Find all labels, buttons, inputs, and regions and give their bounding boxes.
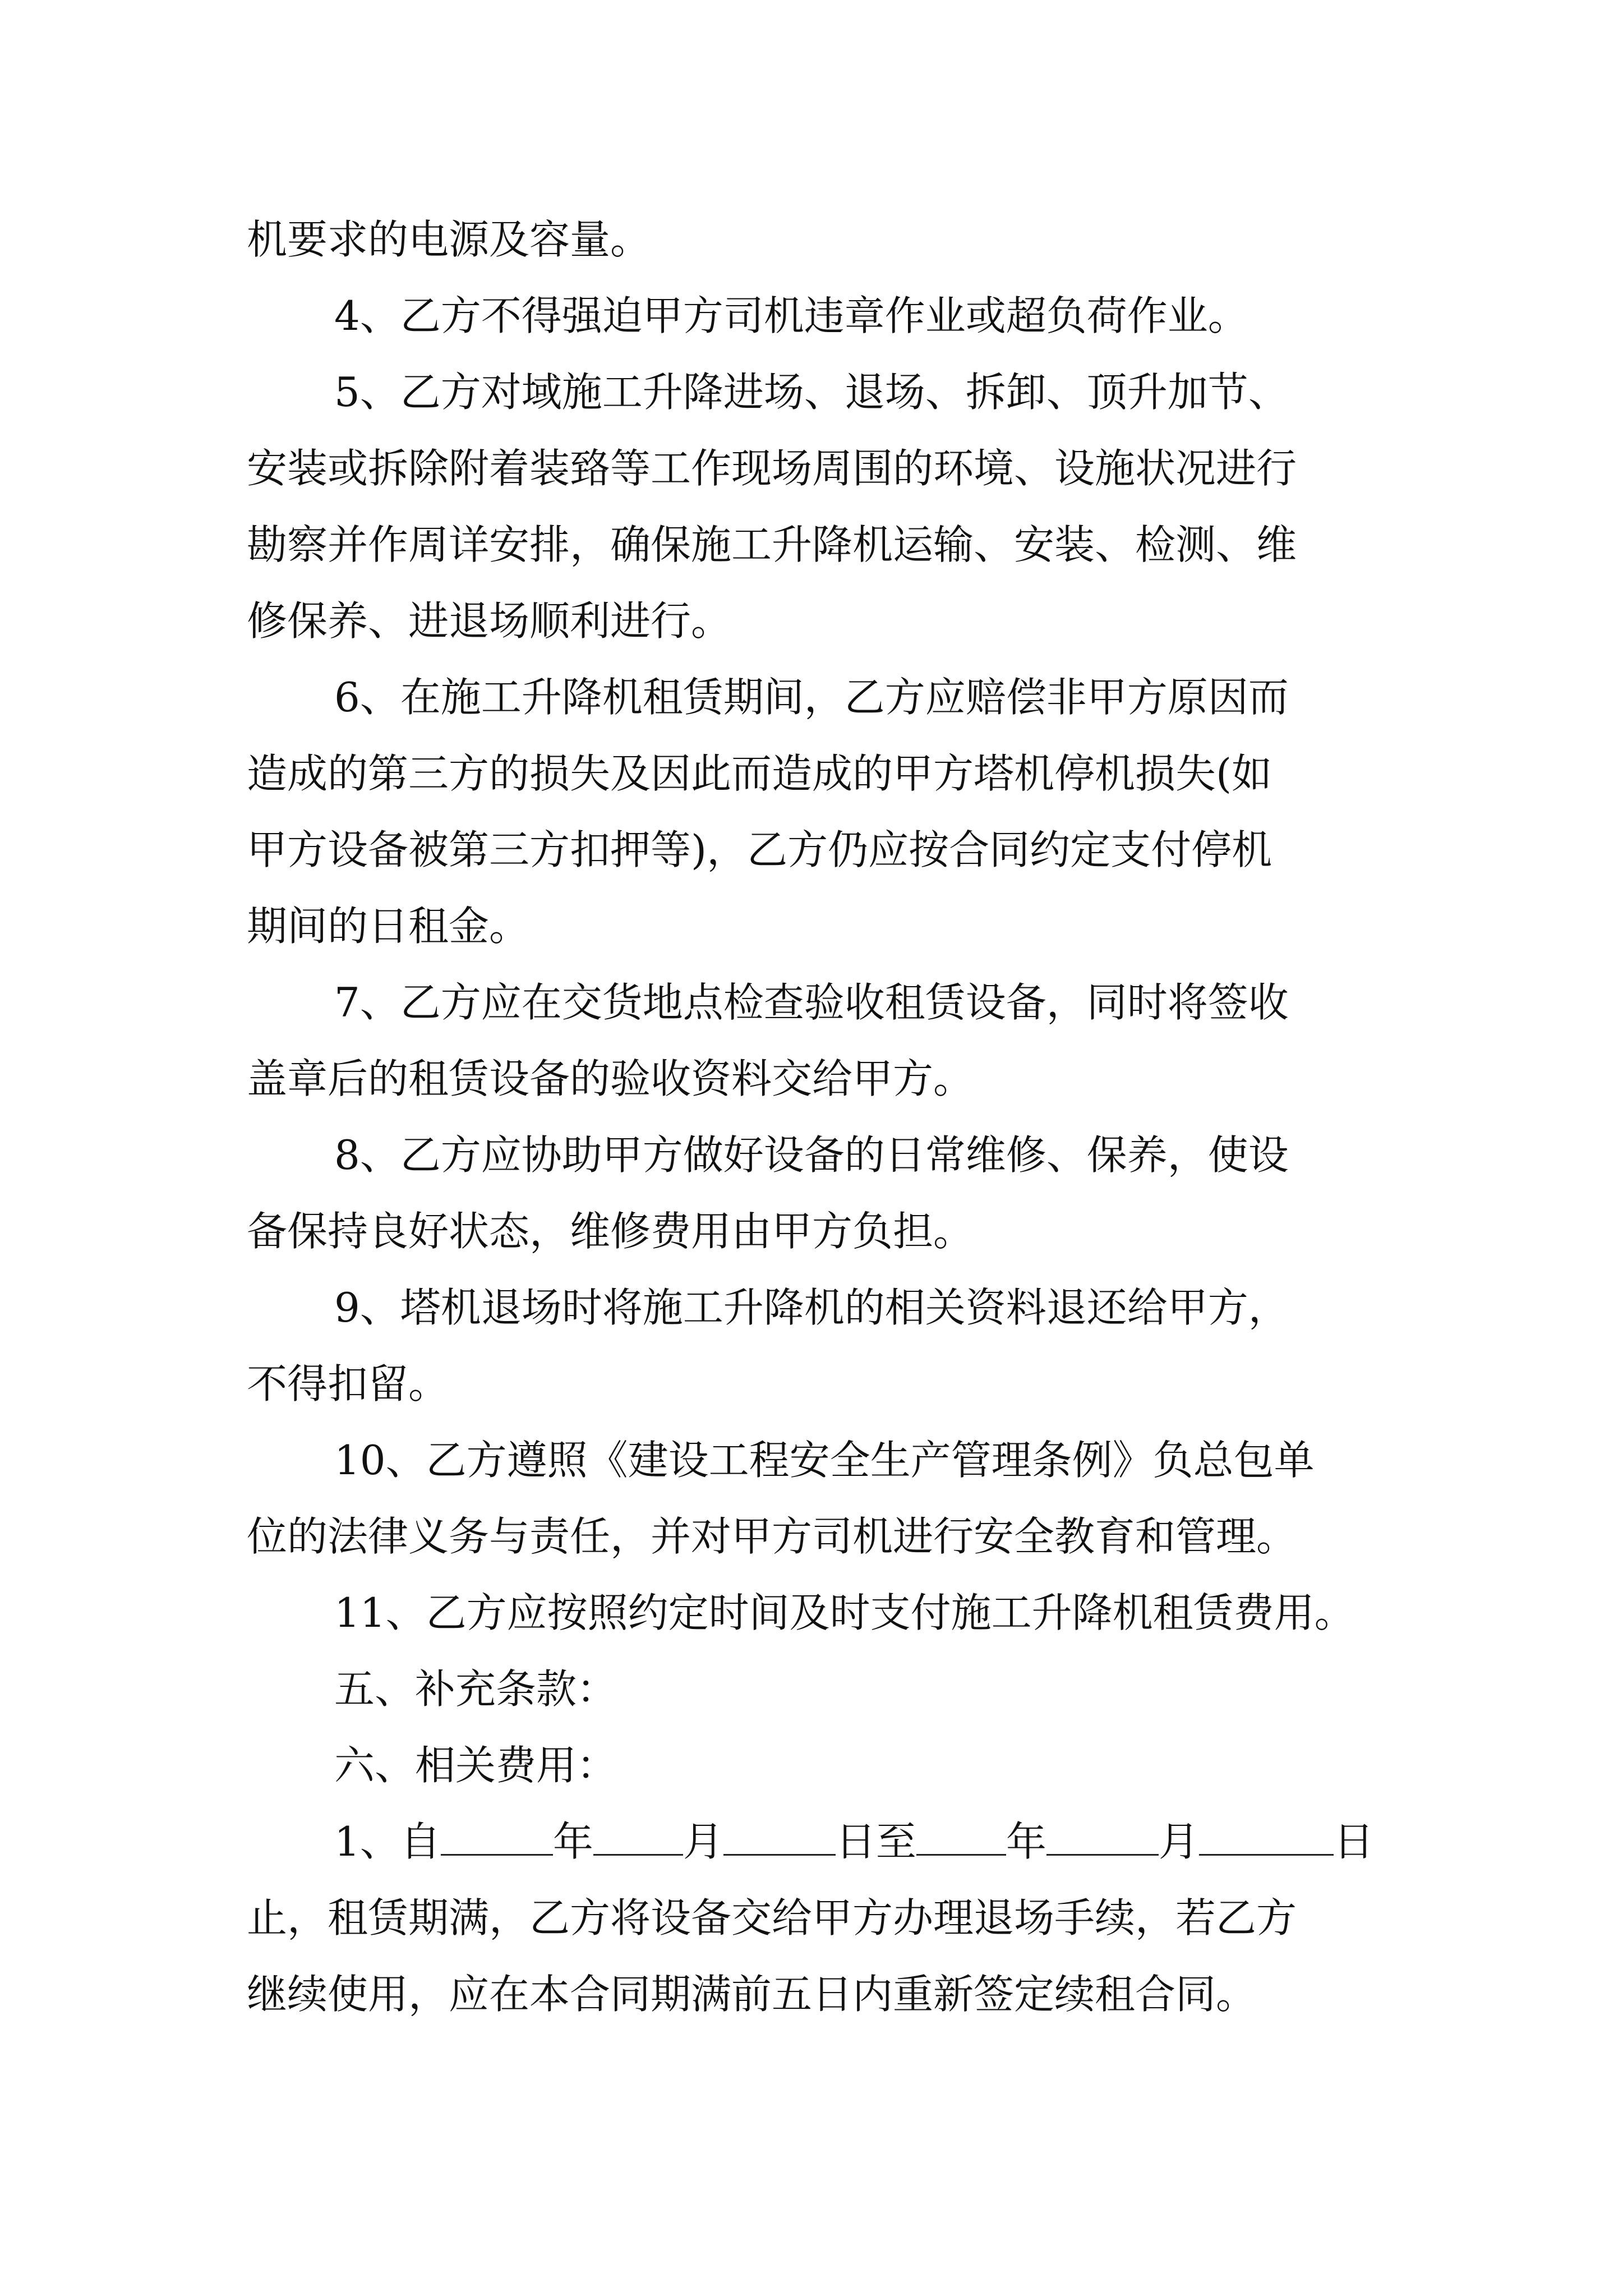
text-line: 不得扣留。 (247, 1360, 449, 1407)
text-line: 机要求的电源及容量。 (247, 216, 651, 263)
text-line: 盖章后的租赁设备的验收资料交给甲方。 (247, 1055, 974, 1102)
section-heading-6: 六、相关费用： (334, 1742, 617, 1789)
text-line: 继续使用，应在本合同期满前五日内重新签定续租合同。 (247, 1971, 1257, 2018)
clause-7: 7、乙方应在交货地点检查验收租赁设备，同时将签收 (334, 979, 1289, 1026)
text-line: 止，租赁期满，乙方将设备交给甲方办理退场手续，若乙方 (247, 1894, 1297, 1941)
text-line: 修保养、进退场顺利进行。 (247, 597, 732, 645)
text-line: 造成的第三方的损失及因此而造成的甲方塔机停机损失(如 (247, 750, 1272, 797)
text-line: 备保持良好状态，维修费用由甲方负担。 (247, 1208, 974, 1255)
month-label-1: 月 (683, 1818, 723, 1865)
text-line: 甲方设备被第三方扣押等)，乙方仍应按合同约定支付停机 (247, 826, 1272, 873)
clause-10: 10、乙方遵照《建设工程安全生产管理条例》负总包单 (334, 1437, 1315, 1484)
month-blank-2[interactable] (1046, 1820, 1159, 1856)
text-line: 勘察并作周详安排，确保施工升降机运输、安装、检测、维 (247, 521, 1297, 568)
clause-5: 5、乙方对域施工升降进场、退场、拆卸、顶升加节、 (334, 369, 1289, 416)
section-heading-5: 五、补充条款： (334, 1665, 617, 1713)
clause-4: 4、乙方不得强迫甲方司机违章作业或超负荷作业。 (334, 292, 1248, 339)
text-line: 期间的日租金。 (247, 903, 530, 950)
clause-8: 8、乙方应协助甲方做好设备的日常维修、保养，使设 (334, 1131, 1289, 1179)
clause-9: 9、塔机退场时将施工升降机的相关资料退还给甲方， (334, 1284, 1289, 1331)
clause-11: 11、乙方应按照约定时间及时支付施工升降机租赁费用。 (334, 1589, 1355, 1636)
month-label-2: 月 (1158, 1818, 1199, 1865)
day-label-2: 日 (1333, 1818, 1374, 1865)
date-prefix: 1、自 (334, 1818, 441, 1865)
date-line (247, 1811, 1374, 1872)
month-blank-1[interactable] (593, 1820, 683, 1856)
day-blank-2[interactable] (1199, 1820, 1334, 1856)
year-blank-1[interactable] (441, 1820, 553, 1856)
text-line: 安装或拆除附着装臵等工作现场周围的环境、设施状况进行 (247, 445, 1297, 492)
text-line: 位的法律义务与责任，并对甲方司机进行安全教育和管理。 (247, 1513, 1297, 1560)
clause-6: 6、在施工升降机租赁期间，乙方应赔偿非甲方原因而 (334, 674, 1289, 721)
year-blank-2[interactable] (916, 1820, 1006, 1856)
day-label-1: 日至 (835, 1818, 916, 1865)
year-label-2: 年 (1006, 1818, 1046, 1865)
year-label-1: 年 (552, 1818, 593, 1865)
day-blank-1[interactable] (723, 1820, 836, 1856)
